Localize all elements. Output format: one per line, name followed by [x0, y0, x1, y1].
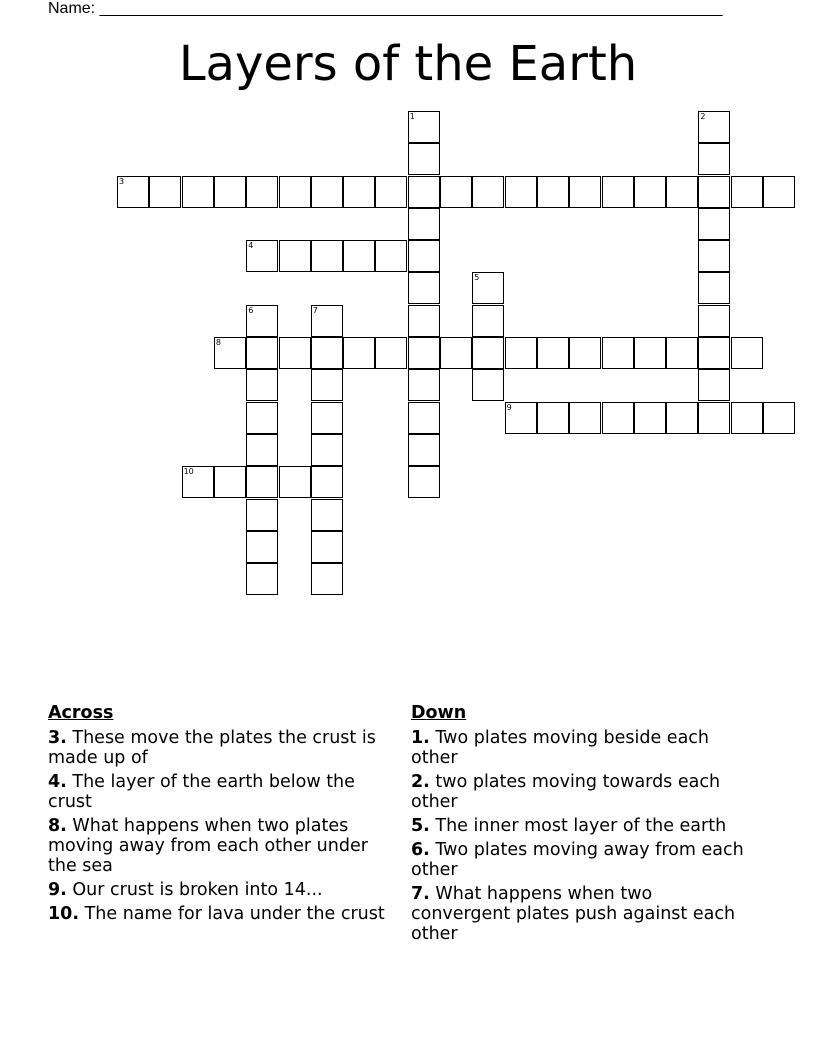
across-clue: [48, 880, 393, 900]
grid-cell[interactable]: [311, 402, 343, 434]
clue-text: What happens when two plates moving away from each other under the sea: [48, 816, 368, 876]
grid-cell[interactable]: [279, 466, 311, 498]
grid-cell[interactable]: [634, 337, 666, 369]
grid-cell[interactable]: [246, 563, 278, 595]
across-clue: [48, 728, 393, 768]
grid-cell[interactable]: [408, 111, 440, 143]
grid-cell[interactable]: [634, 402, 666, 434]
grid-cell[interactable]: [505, 402, 537, 434]
grid-cell[interactable]: [698, 402, 730, 434]
grid-cell[interactable]: [537, 402, 569, 434]
grid-cell[interactable]: [472, 176, 504, 208]
down-clue: [411, 728, 756, 768]
across-clue-list: [48, 728, 393, 924]
down-clue: [411, 884, 756, 944]
grid-cell[interactable]: [698, 208, 730, 240]
clue-number-label: 7.: [411, 884, 430, 904]
grid-cell[interactable]: [698, 143, 730, 175]
clue-number-label: 1.: [411, 728, 430, 748]
grid-cell[interactable]: [408, 402, 440, 434]
grid-cell[interactable]: [311, 337, 343, 369]
clue-number: 6: [248, 305, 254, 315]
grid-cell[interactable]: [440, 176, 472, 208]
across-clue: [48, 816, 393, 876]
down-clue: [411, 840, 756, 880]
clue-text: These move the plates the crust is made up of: [48, 728, 376, 768]
grid-cell[interactable]: [602, 337, 634, 369]
clue-number-label: 2.: [411, 772, 430, 792]
grid-cell[interactable]: [569, 176, 601, 208]
grid-cell[interactable]: [311, 240, 343, 272]
grid-cell[interactable]: [408, 272, 440, 304]
clue-number: 1: [409, 111, 415, 121]
clue-text: Two plates moving away from each other: [411, 840, 744, 880]
across-heading: Across: [48, 703, 114, 723]
clue-number-label: 8.: [48, 816, 67, 836]
grid-cell[interactable]: [246, 434, 278, 466]
down-clue: [411, 816, 756, 836]
grid-cell[interactable]: [472, 337, 504, 369]
grid-cell[interactable]: [311, 563, 343, 595]
grid-cell[interactable]: [279, 240, 311, 272]
grid-cell[interactable]: [731, 176, 763, 208]
down-clue: [411, 772, 756, 812]
grid-cell[interactable]: [602, 176, 634, 208]
grid-cell[interactable]: [505, 176, 537, 208]
grid-cell[interactable]: [698, 369, 730, 401]
grid-cell[interactable]: [537, 337, 569, 369]
grid-cell[interactable]: [182, 176, 214, 208]
grid-cell[interactable]: [634, 176, 666, 208]
grid-cell[interactable]: [408, 369, 440, 401]
grid-cell[interactable]: [375, 176, 407, 208]
clue-number: 3: [119, 176, 125, 186]
grid-cell[interactable]: [311, 499, 343, 531]
clue-text: two plates moving towards each other: [411, 772, 721, 812]
grid-cell[interactable]: [279, 176, 311, 208]
grid-cell[interactable]: [698, 240, 730, 272]
grid-cell[interactable]: [537, 176, 569, 208]
clue-text: Our crust is broken into 14...: [66, 880, 323, 900]
clue-text: What happens when two convergent plates push against each other: [411, 884, 736, 944]
across-clue: [48, 904, 393, 924]
grid-cell[interactable]: [149, 176, 181, 208]
clue-number: 10: [183, 467, 194, 477]
grid-cell[interactable]: [666, 402, 698, 434]
grid-cell[interactable]: [472, 369, 504, 401]
grid-cell[interactable]: [311, 531, 343, 563]
grid-cell[interactable]: [440, 337, 472, 369]
grid-cell[interactable]: [311, 466, 343, 498]
grid-cell[interactable]: [182, 466, 214, 498]
name-line: Name: ______________________________________________________________________: [48, 0, 723, 17]
down-clue-list: [411, 728, 756, 944]
grid-cell[interactable]: [408, 434, 440, 466]
clue-number: 4: [248, 241, 254, 251]
grid-cell[interactable]: [246, 176, 278, 208]
clue-number-label: 6.: [411, 840, 430, 860]
grid-cell[interactable]: [763, 176, 795, 208]
grid-cell[interactable]: [246, 531, 278, 563]
grid-cell[interactable]: [505, 337, 537, 369]
grid-cell[interactable]: [731, 337, 763, 369]
grid-cell[interactable]: [311, 305, 343, 337]
grid-cell[interactable]: [246, 499, 278, 531]
grid-cell[interactable]: [311, 176, 343, 208]
grid-cell[interactable]: [343, 240, 375, 272]
down-heading: Down: [411, 703, 467, 723]
grid-cell[interactable]: [698, 111, 730, 143]
grid-cell[interactable]: [408, 143, 440, 175]
grid-cell[interactable]: [246, 240, 278, 272]
grid-cell[interactable]: [408, 208, 440, 240]
grid-cell[interactable]: [698, 337, 730, 369]
grid-cell[interactable]: [343, 337, 375, 369]
clue-number-label: 5.: [411, 816, 430, 836]
grid-cell[interactable]: [246, 369, 278, 401]
clue-number-label: 9.: [48, 880, 67, 900]
clue-text: Two plates moving beside each other: [411, 728, 709, 768]
grid-cell[interactable]: [602, 402, 634, 434]
clue-number: 9: [506, 402, 512, 412]
grid-cell[interactable]: [472, 272, 504, 304]
grid-cell[interactable]: [246, 466, 278, 498]
grid-cell[interactable]: [408, 305, 440, 337]
grid-cell[interactable]: [408, 176, 440, 208]
clue-text: The layer of the earth below the crust: [48, 772, 355, 812]
grid-cell[interactable]: [408, 337, 440, 369]
clue-number: 2: [700, 111, 706, 121]
clue-number: 7: [312, 305, 318, 315]
clue-number-label: 4.: [48, 772, 67, 792]
page-title: Layers of the Earth: [178, 36, 638, 92]
clue-number: 8: [215, 338, 221, 347]
grid-cell[interactable]: [375, 240, 407, 272]
grid-cell[interactable]: [214, 466, 246, 498]
grid-cell[interactable]: [472, 305, 504, 337]
grid-cell[interactable]: [214, 176, 246, 208]
grid-cell[interactable]: [408, 240, 440, 272]
grid-cell[interactable]: [246, 305, 278, 337]
grid-cell[interactable]: [698, 176, 730, 208]
grid-cell[interactable]: [214, 337, 246, 369]
grid-cell[interactable]: [246, 337, 278, 369]
grid-cell[interactable]: [763, 402, 795, 434]
down-clues: [411, 702, 756, 948]
grid-cell[interactable]: [569, 402, 601, 434]
grid-cell[interactable]: [343, 176, 375, 208]
grid-cell[interactable]: [246, 402, 278, 434]
grid-cell[interactable]: [731, 402, 763, 434]
grid-cell[interactable]: [311, 434, 343, 466]
grid-cell[interactable]: [279, 337, 311, 369]
grid-cell[interactable]: [666, 337, 698, 369]
grid-cell[interactable]: [569, 337, 601, 369]
grid-cell[interactable]: [311, 369, 343, 401]
clue-number: 5: [474, 273, 480, 283]
clue-number-label: 3.: [48, 728, 67, 748]
grid-cell[interactable]: [408, 466, 440, 498]
clue-number-label: 10.: [48, 904, 80, 924]
grid-cell[interactable]: [375, 337, 407, 369]
grid-cell[interactable]: [666, 176, 698, 208]
across-clue: [48, 772, 393, 812]
across-clues: [48, 702, 393, 928]
grid-cell[interactable]: [117, 176, 149, 208]
clue-text: The inner most layer of the earth: [429, 816, 727, 836]
grid-cell[interactable]: [698, 305, 730, 337]
clue-text: The name for lava under the crust: [79, 904, 385, 924]
grid-cell[interactable]: [698, 272, 730, 304]
